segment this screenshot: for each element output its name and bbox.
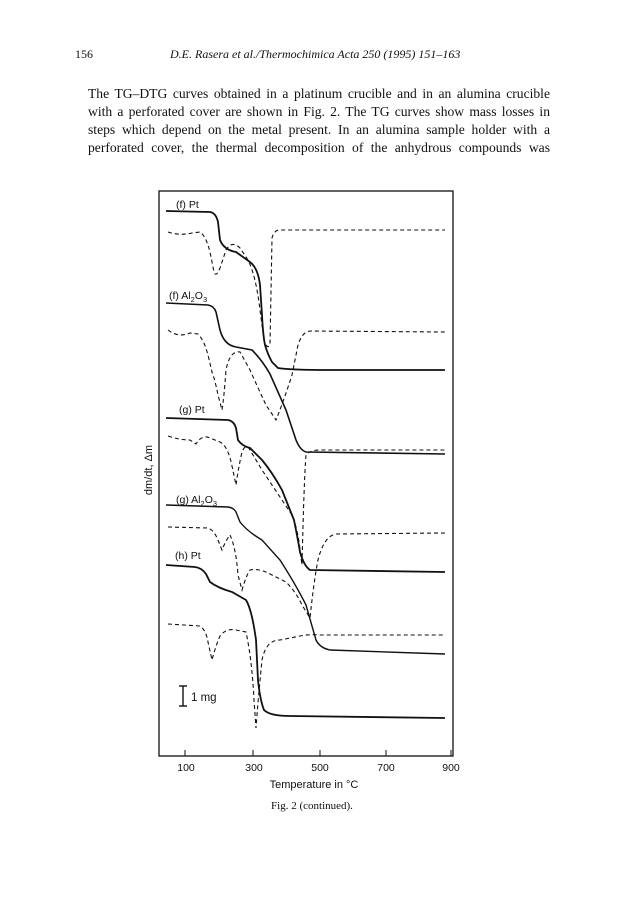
x-tick-label-300: 300 bbox=[245, 762, 263, 774]
x-tick-label-700: 700 bbox=[377, 762, 395, 774]
body-line: The TG–DTG curves obtained in a platinum crucible and in an alumina crucible bbox=[88, 86, 550, 101]
label-h-pt: (h) Pt bbox=[175, 550, 201, 562]
running-head: D.E. Rasera et al./Thermochimica Acta 250 (1995) 151–163 bbox=[170, 47, 461, 61]
f-pt-dtg-curve bbox=[168, 230, 445, 347]
body-line: steps which depend on the metal present. In an alumina sample holder with a bbox=[88, 122, 550, 137]
scale-bar bbox=[179, 686, 217, 706]
label-g-al2o3-sub2: 2 bbox=[200, 499, 205, 508]
figure-caption: Fig. 2 (continued). bbox=[271, 800, 353, 812]
x-tick-label-900: 900 bbox=[442, 762, 460, 774]
x-tick-label-100: 100 bbox=[177, 762, 195, 774]
page-number: 156 bbox=[75, 47, 93, 61]
label-g-al2o3-prefix: (g) Al bbox=[176, 494, 201, 506]
scale-bar-label: 1 mg bbox=[191, 692, 217, 704]
label-f-al2o3-sub2: 2 bbox=[190, 295, 195, 304]
f-pt-tg-curve bbox=[166, 211, 445, 370]
f-al2o3-dtg-curve bbox=[168, 330, 445, 420]
x-tick-label-500: 500 bbox=[311, 762, 329, 774]
g-al2o3-dtg-curve bbox=[168, 527, 445, 618]
label-g-al2o3 bbox=[176, 494, 217, 508]
label-f-al2o3-prefix: (f) Al bbox=[169, 290, 191, 302]
label-g-al2o3-o: O bbox=[204, 494, 213, 506]
x-axis-label: Temperature in °C bbox=[269, 779, 359, 791]
body-line: perforated cover, the thermal decomposition of the anhydrous compounds was bbox=[88, 140, 550, 155]
label-g-pt: (g) Pt bbox=[179, 404, 205, 416]
f-al2o3-tg-curve bbox=[166, 303, 445, 454]
plot-frame bbox=[159, 191, 453, 756]
label-f-al2o3-sub3: 3 bbox=[202, 295, 208, 304]
y-axis-label: dm/dt, Δm bbox=[143, 444, 155, 496]
body-line: with a perforated cover are shown in Fig. 2. The TG curves show mass losses in bbox=[88, 104, 550, 119]
label-f-al2o3 bbox=[169, 290, 207, 304]
label-g-al2o3-sub3: 3 bbox=[212, 499, 218, 508]
label-f-pt: (f) Pt bbox=[176, 199, 199, 211]
x-tick-marks bbox=[185, 750, 451, 756]
h-pt-dtg-curve bbox=[168, 624, 445, 728]
label-f-al2o3-o: O bbox=[194, 290, 203, 302]
